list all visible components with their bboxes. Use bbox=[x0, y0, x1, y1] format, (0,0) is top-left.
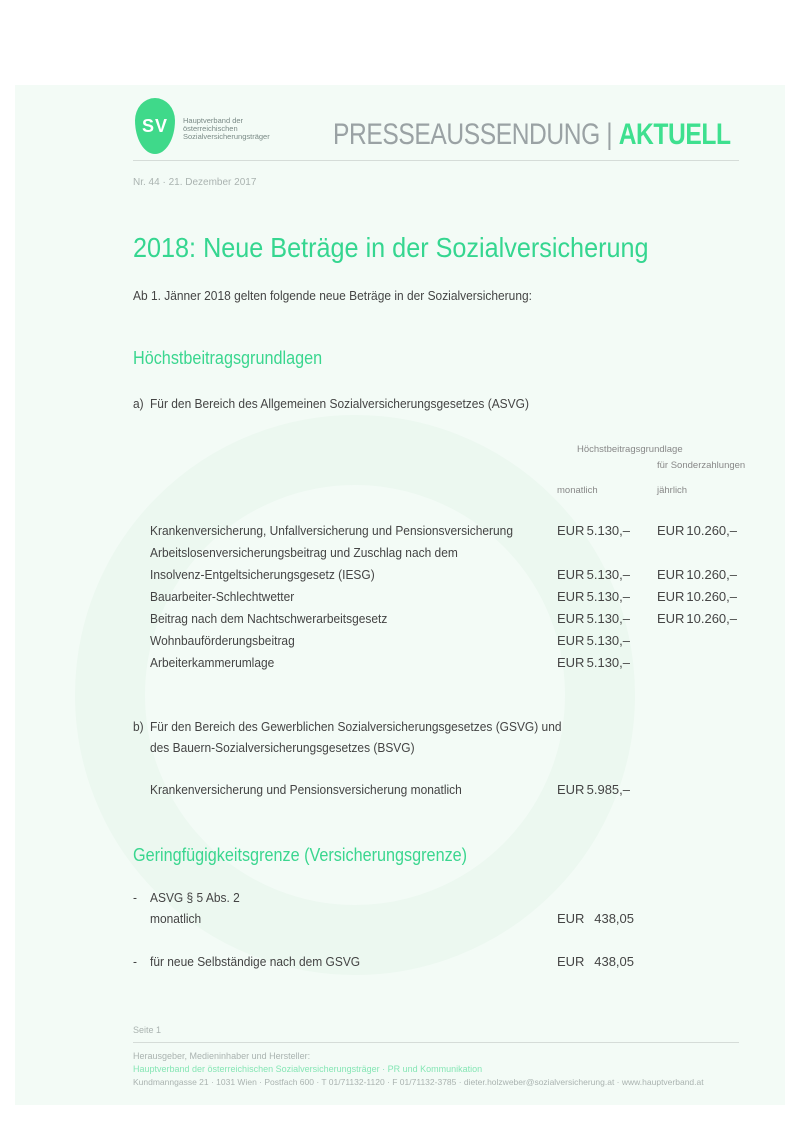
item-sub: monatlich bbox=[150, 911, 202, 926]
amount-monthly: 5.130,– bbox=[586, 655, 630, 670]
press-label: PRESSEAUSSENDUNG bbox=[333, 118, 600, 151]
item-b-text: Für den Bereich des Gewerblichen Sozialversicherungsgesetzes (GSVG) und bbox=[150, 719, 562, 734]
amount-monthly: 5.130,– bbox=[586, 567, 630, 582]
amount: 438,05 bbox=[594, 954, 634, 969]
footer-publisher: Herausgeber, Medieninhaber und Hersteller: bbox=[133, 1051, 311, 1061]
amount-yearly: 10.260,– bbox=[686, 589, 737, 604]
logo-letters: SV bbox=[141, 115, 168, 136]
row-label: Krankenversicherung, Unfallversicherung und Pensionsversicherung bbox=[150, 523, 513, 538]
row-label: Beitrag nach dem Nachtschwerarbeitsgesetz bbox=[150, 611, 388, 626]
dash: - bbox=[133, 890, 137, 905]
item-label: ASVG § 5 Abs. 2 bbox=[150, 890, 240, 905]
item-b-text: des Bauern-Sozialversicherungsgesetzes (BSVG) bbox=[150, 740, 415, 755]
amount-yearly: 10.260,– bbox=[686, 611, 737, 626]
currency: EUR bbox=[557, 954, 585, 969]
column-monthly: monatlich bbox=[557, 485, 598, 496]
currency-yearly: EUR bbox=[657, 523, 685, 538]
amount-monthly: 5.130,– bbox=[586, 523, 630, 538]
currency-monthly: EUR bbox=[557, 611, 585, 626]
row-label: Insolvenz-Entgeltsicherungsgesetz (IESG) bbox=[150, 567, 375, 582]
page-title: 2018: Neue Beträge in der Sozialversicherung bbox=[133, 232, 649, 263]
currency-monthly: EUR bbox=[557, 567, 585, 582]
amount-monthly: 5.130,– bbox=[586, 633, 630, 648]
row-label: Arbeitslosenversicherungsbeitrag und Zuschlag nach dem bbox=[150, 545, 458, 560]
row-label: Wohnbauförderungsbeitrag bbox=[150, 633, 295, 648]
currency-yearly: EUR bbox=[657, 611, 685, 626]
amount: 438,05 bbox=[594, 911, 634, 926]
column-yearly: jährlich bbox=[657, 485, 688, 496]
currency-yearly: EUR bbox=[657, 567, 685, 582]
section-heading: Geringfügigkeitsgrenze (Versicherungsgrenze) bbox=[133, 845, 468, 865]
footer-contact: Kundmanngasse 21 · 1031 Wien · Postfach 600 · T 01/71132-1120 · F 01/71132-3785 · dieter.holzweber@sozialversicherung.at · www.hauptverband.at bbox=[133, 1077, 704, 1087]
footer-org: Hauptverband der österreichischen Sozialversicherungsträger · PR und Kommunikation bbox=[133, 1064, 483, 1074]
section-heading: Höchstbeitragsgrundlagen bbox=[133, 348, 323, 368]
amount-monthly: 5.130,– bbox=[586, 611, 630, 626]
currency-monthly: EUR bbox=[557, 655, 585, 670]
item-a-label: a) bbox=[133, 396, 144, 411]
amount-yearly: 10.260,– bbox=[686, 523, 737, 538]
currency-yearly: EUR bbox=[657, 589, 685, 604]
amount: 5.985,– bbox=[586, 782, 630, 797]
amount-yearly: 10.260,– bbox=[686, 567, 737, 582]
column-subheader: für Sonderzahlungen bbox=[657, 460, 746, 471]
amount-monthly: 5.130,– bbox=[586, 589, 630, 604]
row-label: Arbeiterkammerumlage bbox=[150, 655, 275, 670]
intro: Ab 1. Jänner 2018 gelten folgende neue Beträge in der Sozialversicherung: bbox=[133, 288, 532, 303]
issue-meta: Nr. 44 · 21. Dezember 2017 bbox=[133, 177, 257, 188]
currency-monthly: EUR bbox=[557, 523, 585, 538]
currency-monthly: EUR bbox=[557, 633, 585, 648]
row-label: Krankenversicherung und Pensionsversicherung monatlich bbox=[150, 782, 462, 797]
header-rule bbox=[133, 160, 739, 161]
currency: EUR bbox=[557, 782, 585, 797]
dash: - bbox=[133, 954, 137, 969]
currency-monthly: EUR bbox=[557, 589, 585, 604]
logo-text: Hauptverband der österreichischen Sozialversicherungsträger bbox=[183, 116, 270, 141]
row-label: Bauarbeiter-Schlechtwetter bbox=[150, 589, 295, 604]
separator: | bbox=[606, 118, 613, 151]
footer-rule bbox=[133, 1042, 739, 1043]
currency: EUR bbox=[557, 911, 585, 926]
header-title bbox=[333, 118, 731, 152]
item-label: für neue Selbständige nach dem GSVG bbox=[150, 954, 361, 969]
aktuell-label: AKTUELL bbox=[618, 118, 731, 151]
page-number: Seite 1 bbox=[133, 1025, 162, 1035]
column-header: Höchstbeitragsgrundlage bbox=[577, 444, 683, 455]
item-a-text: Für den Bereich des Allgemeinen Sozialversicherungsgesetzes (ASVG) bbox=[150, 396, 529, 411]
item-b-label: b) bbox=[133, 719, 144, 734]
